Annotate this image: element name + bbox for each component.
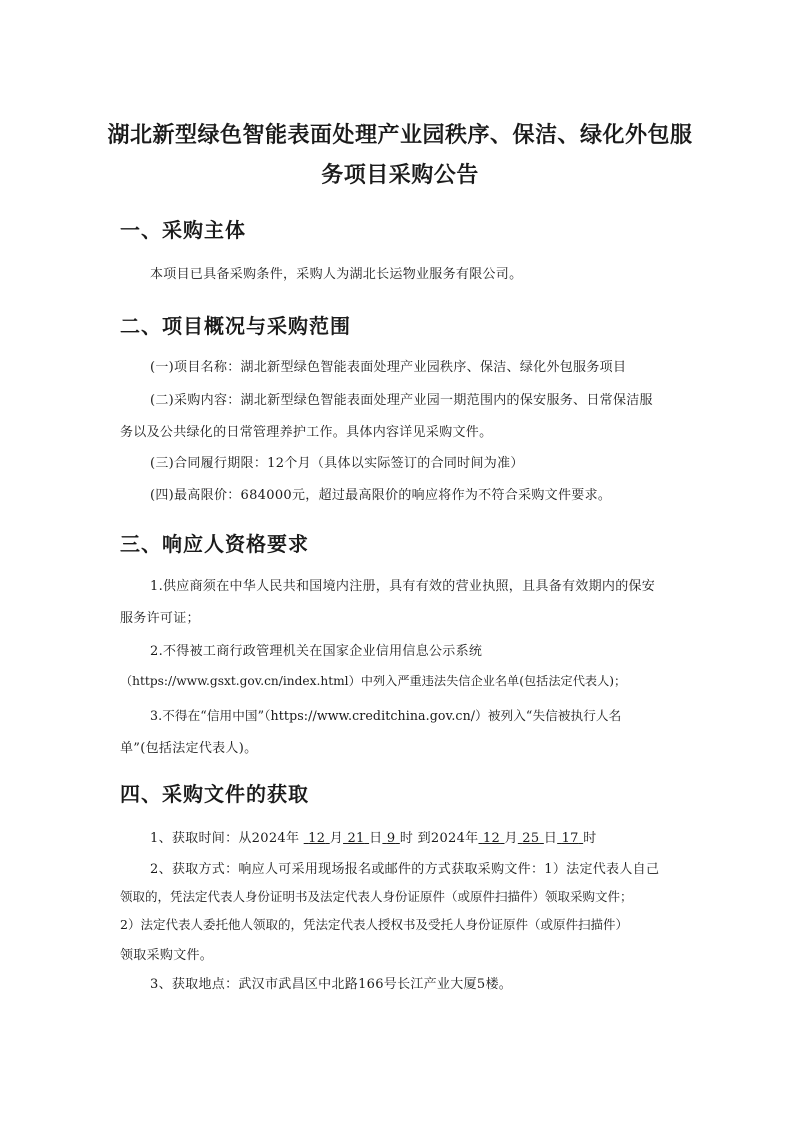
end-day: 25 [522, 831, 540, 846]
section-4-item-2-line3: 2）法定代表人委托他人领取的，凭法定代表人授权书及受托人身份证原件（或原件扫描件） [120, 917, 628, 932]
document-title-line2: 务项目采购公告 [321, 163, 479, 188]
day-text-2: 日 [543, 831, 558, 846]
section-2-item-2-line2: 务以及公共绿化的日常管理养护工作。具体内容详见采购文件。 [120, 425, 493, 440]
section-4-heading: 四、采购文件的获取 [120, 782, 309, 806]
start-month: 12 [308, 831, 326, 846]
start-hour: 9 [386, 831, 396, 846]
section-3-item-1-line1: 1.供应商须在中华人民共和国境内注册，具有有效的营业执照，且具备有效期内的保安 [150, 579, 656, 594]
section-2-item-4: (四)最高限价：684000元，超过最高限价的响应将作为不符合采购文件要求。 [150, 488, 612, 503]
section-4-item-2-line2: 领取的，凭法定代表人身份证明书及法定代表人身份证原件（或原件扫描件）领取采购文件； [120, 889, 633, 904]
section-3-item-3-line1: 3.不得在“信用中国”（https://www.creditchina.gov.cn/）被列入“失信被执行人名 [150, 708, 622, 723]
section-4-item-1-time [150, 827, 597, 846]
month-text: 月 [329, 831, 344, 846]
end-month: 12 [482, 831, 501, 846]
section-2-item-3: (三)合同履行期限：12个月（具体以实际签订的合同时间为准） [150, 456, 524, 471]
section-2-heading: 二、项目概况与采购范围 [120, 314, 351, 338]
time-label: 1、获取时间：从2024年 [150, 831, 300, 846]
month-text-2: 月 [504, 831, 518, 846]
document-title-line1: 湖北新型绿色智能表面处理产业园秩序、保洁、绿化外包服 [107, 123, 693, 148]
section-3-item-2-line1: 2.不得被工商行政管理机关在国家企业信用信息公示系统 [150, 644, 483, 659]
start-day: 21 [347, 831, 365, 846]
section-4-item-2-line1: 2、获取方式：响应人可采用现场报名或邮件的方式获取采购文件：1）法定代表人自己 [150, 862, 660, 877]
section-1-paragraph: 本项目已具备采购条件，采购人为湖北长运物业服务有限公司。 [150, 267, 523, 282]
hour-to-text: 时 到2024年 [399, 831, 479, 846]
section-1-heading: 一、采购主体 [120, 218, 246, 242]
section-4-item-3: 3、获取地点：武汉市武昌区中北路166号长江产业大厦5楼。 [150, 977, 513, 992]
section-3-item-3-line2: 单”(包括法定代表人)。 [120, 741, 258, 756]
end-hour: 17 [561, 831, 579, 846]
hour-text: 时 [583, 831, 597, 846]
section-3-item-1-line2: 服务许可证； [120, 611, 200, 626]
section-3-heading: 三、响应人资格要求 [120, 532, 309, 556]
section-2-item-2-line1: (二)采购内容：湖北新型绿色智能表面处理产业园一期范围内的保安服务、日常保洁服 [150, 393, 653, 408]
day-text: 日 [369, 831, 383, 846]
section-3-item-2-line2: （https://www.gsxt.gov.cn/index.html）中列入严重违法失信企业名单(包括法定代表人)； [120, 674, 627, 688]
section-4-item-2-line4: 领取采购文件。 [120, 948, 214, 963]
section-2-item-1: (一)项目名称：湖北新型绿色智能表面处理产业园秩序、保洁、绿化外包服务项目 [150, 360, 627, 375]
